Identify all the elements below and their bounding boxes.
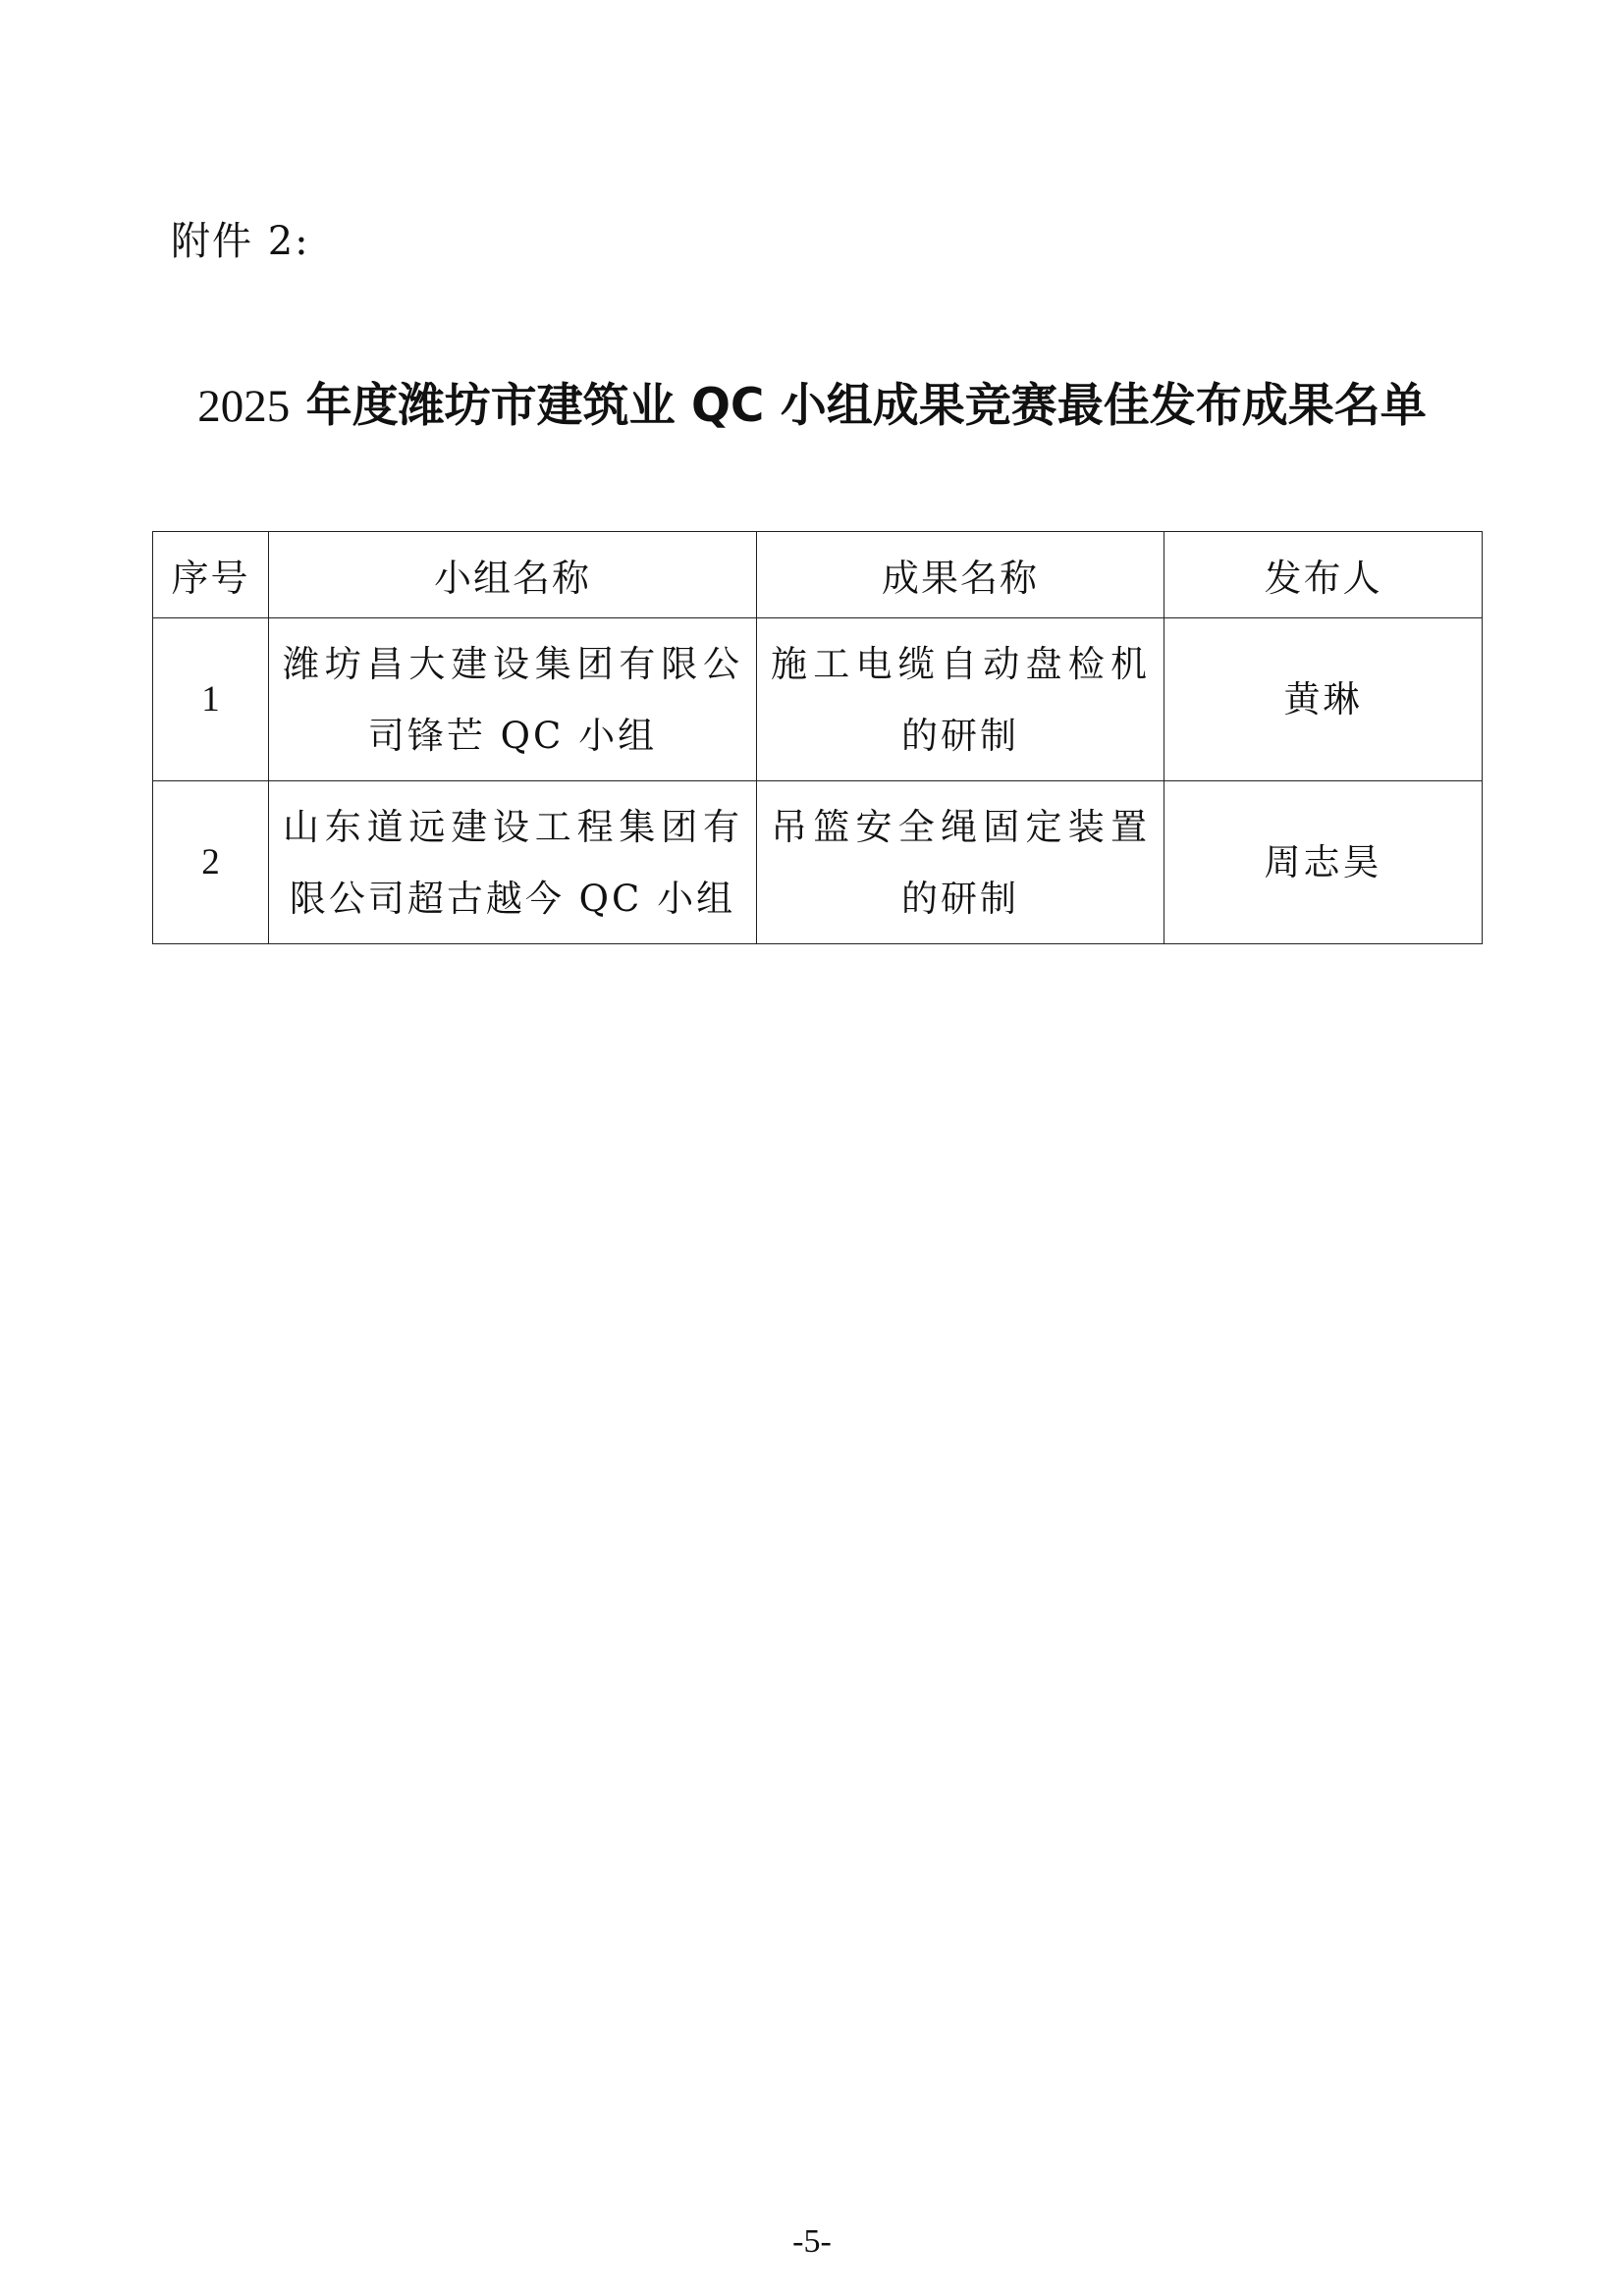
header-group-name: 小组名称 [269,532,757,618]
table-row [153,781,1483,944]
row-index: 2 [153,781,269,944]
row-index: 1 [153,618,269,781]
results-table [152,531,1483,944]
header-result-name: 成果名称 [757,532,1164,618]
header-publisher: 发布人 [1164,532,1483,618]
table-header-row [153,532,1483,618]
header-index: 序号 [153,532,269,618]
row-group-name: 山东道远建设工程集团有限公司超古越今 QC 小组 [269,781,757,944]
document-title [0,375,1624,438]
title-year: 2025 [197,381,291,432]
row-publisher: 黄琳 [1164,618,1483,781]
attachment-label: 附件 2: [171,219,310,264]
page-number: -5- [792,2223,832,2260]
row-result-name: 吊篮安全绳固定装置的研制 [757,781,1164,944]
row-publisher: 周志昊 [1164,781,1483,944]
title-text: 年度潍坊市建筑业 QC 小组成果竞赛最佳发布成果名单 [290,379,1427,433]
row-group-name: 潍坊昌大建设集团有限公司锋芒 QC 小组 [269,618,757,781]
table-row [153,618,1483,781]
row-result-name: 施工电缆自动盘检机的研制 [757,618,1164,781]
